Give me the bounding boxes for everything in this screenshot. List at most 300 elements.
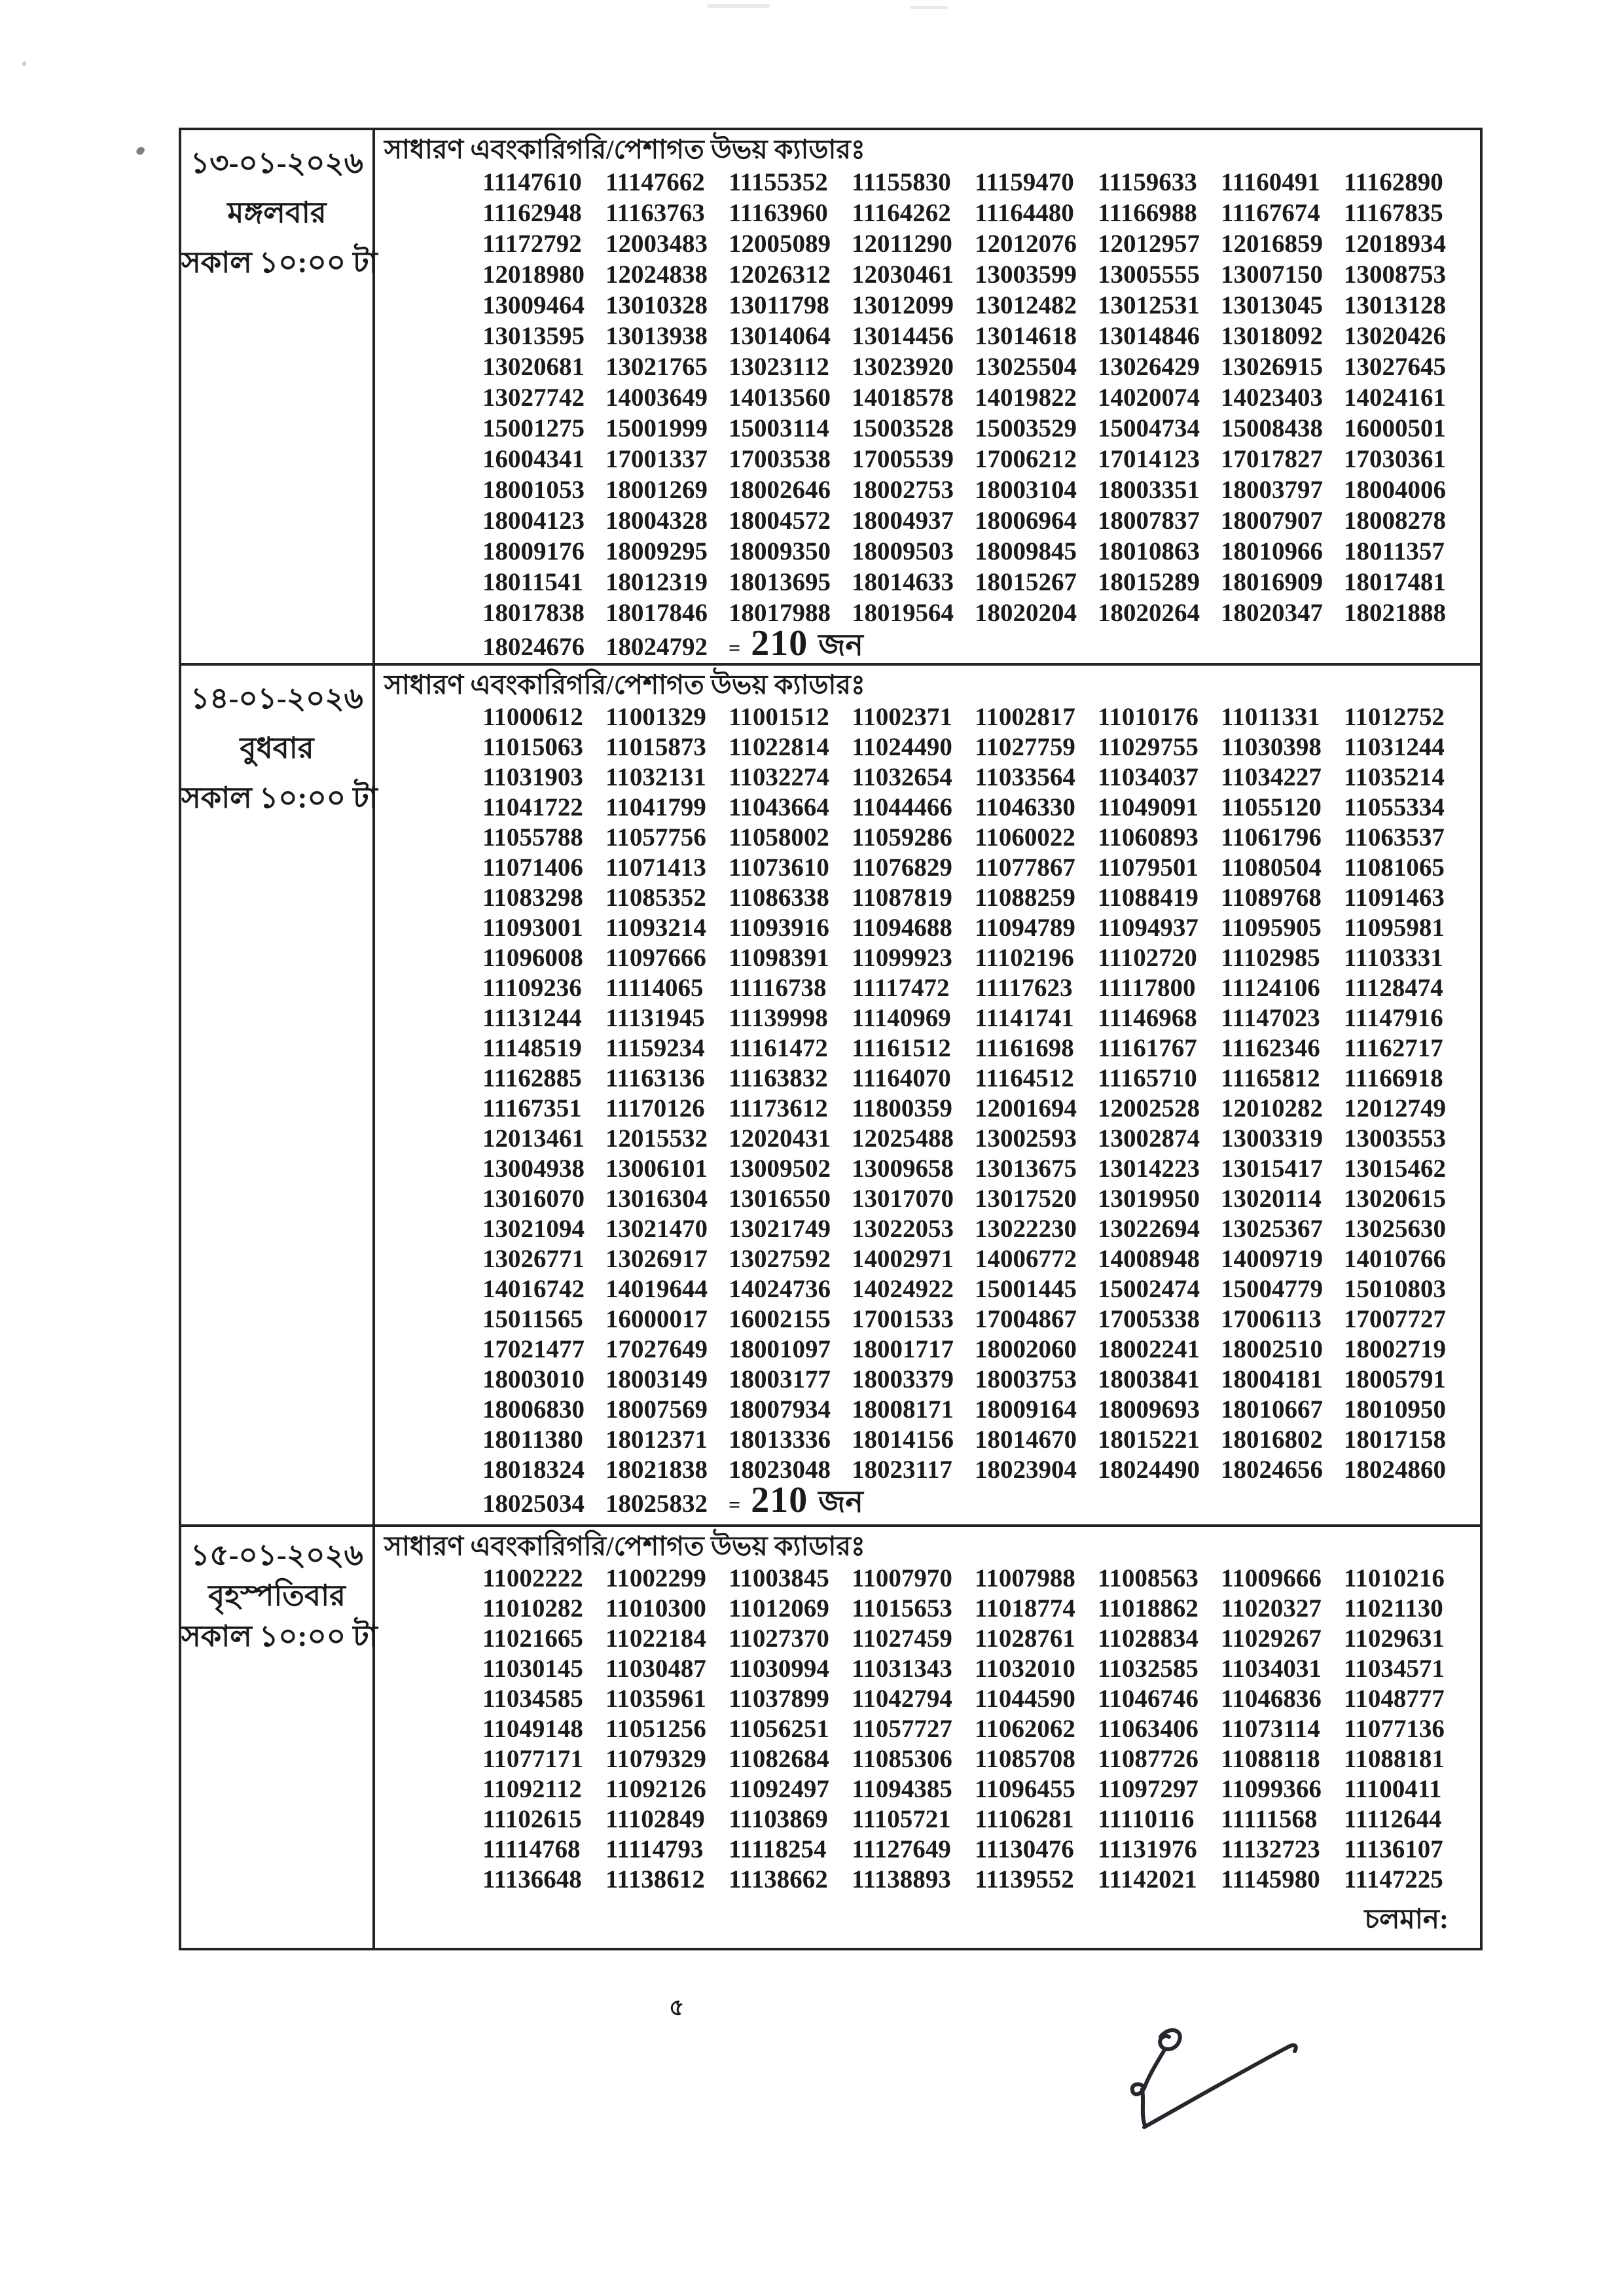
roll-number: 13016550 (729, 1185, 831, 1213)
roll-number: 13027645 (1344, 353, 1446, 381)
roll-number: 18013336 (729, 1426, 831, 1454)
roll-number: 11114065 (605, 974, 704, 1002)
roll-number: 18004937 (852, 507, 954, 535)
roll-number: 11147916 (1344, 1004, 1443, 1032)
roll-number: 11034585 (482, 1685, 583, 1713)
page-number: ৫ (669, 1994, 685, 2020)
roll-number: 11032274 (729, 763, 829, 791)
roll-number: 18015267 (975, 568, 1077, 596)
exam-schedule-table (179, 128, 1483, 1950)
roll-number: 11100411 (1344, 1775, 1442, 1803)
roll-number: 18017158 (1344, 1426, 1446, 1454)
roll-number: 12030461 (852, 260, 954, 289)
roll-number: 11086338 (729, 884, 829, 912)
roll-number-row (384, 1395, 1475, 1425)
roll-number: 18017846 (605, 599, 708, 627)
roll-number: 13014846 (1098, 322, 1200, 350)
roll-number-row (384, 1003, 1475, 1033)
roll-number: 13006101 (605, 1155, 708, 1183)
roll-number: 18023117 (852, 1456, 952, 1484)
roll-number: 13003319 (1221, 1124, 1323, 1153)
roll-number: 16000017 (605, 1305, 708, 1333)
roll-number: 11131945 (605, 1004, 705, 1032)
roll-number: 11159234 (605, 1034, 705, 1062)
roll-number: 11021130 (1344, 1594, 1443, 1623)
roll-number: 14013560 (729, 384, 831, 412)
session-time: সকাল ১০:০০ টা (181, 246, 378, 279)
roll-number: 11077867 (975, 853, 1075, 882)
roll-number: 11085306 (852, 1745, 952, 1773)
roll-number: 11106281 (975, 1805, 1074, 1833)
roll-number: 11161472 (729, 1034, 828, 1062)
roll-number: 11102985 (1221, 944, 1320, 972)
roll-number: 18024860 (1344, 1456, 1446, 1484)
roll-number: 11063537 (1344, 823, 1445, 852)
roll-number: 11007988 (975, 1564, 1075, 1592)
roll-number: 18017481 (1344, 568, 1446, 596)
roll-number: 11001329 (605, 703, 706, 731)
roll-number: 13015417 (1221, 1155, 1323, 1183)
roll-number: 18007907 (1221, 507, 1323, 535)
total-equals: = (729, 636, 741, 660)
cadre-header: সাধারণ এবংকারিগরি/পেশাগত উভয় ক্যাডারঃ (384, 670, 865, 700)
roll-number-row (384, 351, 1475, 382)
roll-number: 11020327 (1221, 1594, 1322, 1623)
continuation-label: চলমান: (1364, 1905, 1449, 1935)
roll-number: 18006964 (975, 507, 1077, 535)
roll-number: 11035961 (605, 1685, 706, 1713)
roll-number: 11130476 (975, 1835, 1074, 1863)
roll-number: 11159470 (975, 168, 1074, 196)
roll-number: 15003529 (975, 414, 1077, 442)
roll-number: 11163763 (605, 199, 705, 227)
roll-number-row (384, 1804, 1475, 1835)
roll-number: 18001269 (605, 476, 708, 504)
roll-number: 18012371 (605, 1426, 708, 1454)
roll-number: 11031343 (852, 1655, 952, 1683)
roll-number: 11088118 (1221, 1745, 1320, 1773)
roll-number: 13026915 (1221, 353, 1323, 381)
roll-number: 13009658 (852, 1155, 954, 1183)
total-count: 210 (751, 623, 808, 664)
roll-number: 11034037 (1098, 763, 1198, 791)
roll-number: 13012099 (852, 291, 954, 319)
roll-number: 11055788 (482, 823, 583, 852)
roll-number: 18014156 (852, 1426, 954, 1454)
roll-number: 11041722 (482, 793, 583, 821)
roll-number-row (384, 853, 1475, 883)
roll-number-row (384, 1594, 1475, 1624)
roll-number: 11002299 (605, 1564, 706, 1592)
roll-number: 11138662 (729, 1865, 828, 1893)
roll-number: 13025504 (975, 353, 1077, 381)
roll-number-row (384, 1033, 1475, 1064)
roll-number: 11046836 (1221, 1685, 1322, 1713)
roll-number: 11092126 (605, 1775, 706, 1803)
total-unit: জন (818, 1485, 863, 1518)
roll-number: 11032010 (975, 1655, 1075, 1683)
roll-number: 18024792 (605, 633, 708, 661)
roll-number: 13021765 (605, 353, 708, 381)
roll-number: 11015653 (852, 1594, 952, 1623)
roll-number: 18009845 (975, 537, 1077, 565)
roll-number: 13022053 (852, 1215, 954, 1243)
roll-number: 11162885 (482, 1064, 582, 1092)
roll-number: 11165710 (1098, 1064, 1197, 1092)
roll-number: 11161698 (975, 1034, 1074, 1062)
roll-number: 18003797 (1221, 476, 1323, 504)
roll-number: 11037899 (729, 1685, 829, 1713)
roll-number-row (384, 1184, 1475, 1214)
roll-number: 11077171 (482, 1745, 583, 1773)
roll-number: 13017070 (852, 1185, 954, 1213)
roll-number-row (384, 1335, 1475, 1365)
roll-number: 11165812 (1221, 1064, 1320, 1092)
roll-number-row (384, 536, 1475, 567)
roll-number-row (384, 1124, 1475, 1154)
roll-number: 13026771 (482, 1245, 585, 1273)
roll-number: 11010176 (1098, 703, 1198, 731)
roll-number: 11085708 (975, 1745, 1075, 1773)
roll-number: 11092497 (729, 1775, 829, 1803)
roll-number: 11162948 (482, 199, 582, 227)
roll-number: 11162717 (1344, 1034, 1443, 1062)
roll-number: 16002155 (729, 1305, 831, 1333)
roll-number: 11117800 (1098, 974, 1196, 1002)
roll-number: 11062062 (975, 1715, 1075, 1743)
roll-number: 18003351 (1098, 476, 1200, 504)
roll-number: 13025630 (1344, 1215, 1446, 1243)
roll-number: 11166918 (1344, 1064, 1443, 1092)
session-cell (181, 130, 378, 663)
roll-number: 11060022 (975, 823, 1075, 852)
roll-number-row (384, 913, 1475, 943)
roll-number: 13017520 (975, 1185, 1077, 1213)
roll-number: 11032654 (852, 763, 952, 791)
roll-number: 13009464 (482, 291, 585, 319)
roll-number: 17001533 (852, 1305, 954, 1333)
roll-number: 17005338 (1098, 1305, 1200, 1333)
roll-number: 11021665 (482, 1624, 583, 1653)
roll-number: 11139998 (729, 1004, 828, 1032)
roll-number: 13020681 (482, 353, 585, 381)
roll-number: 12020431 (729, 1124, 831, 1153)
roll-number: 11117472 (852, 974, 950, 1002)
roll-number: 11139552 (975, 1865, 1074, 1893)
roll-number: 11142021 (1098, 1865, 1197, 1893)
roll-number: 13022694 (1098, 1215, 1200, 1243)
roll-number: 13008753 (1344, 260, 1446, 289)
roll-number: 18004123 (482, 507, 585, 535)
roll-number: 18020204 (975, 599, 1077, 627)
roll-number: 11159633 (1098, 168, 1197, 196)
roll-number: 11071406 (482, 853, 583, 882)
roll-number: 18025034 (482, 1490, 585, 1518)
roll-number: 18008171 (852, 1395, 954, 1424)
roll-number: 11155352 (729, 168, 828, 196)
roll-number: 11111568 (1221, 1805, 1318, 1833)
roll-number: 11147225 (1344, 1865, 1443, 1893)
roll-number: 12013461 (482, 1124, 585, 1153)
roll-number: 18020347 (1221, 599, 1323, 627)
roll-number: 11147662 (605, 168, 705, 196)
roll-number: 11032131 (605, 763, 706, 791)
roll-number-row (384, 1425, 1475, 1455)
roll-number: 18011541 (482, 568, 583, 596)
roll-number: 11102720 (1098, 944, 1197, 972)
roll-number: 17006212 (975, 445, 1077, 473)
roll-number: 11058002 (729, 823, 829, 852)
roll-number: 11081065 (1344, 853, 1445, 882)
roll-number-row (384, 1274, 1475, 1304)
roll-number: 18003841 (1098, 1365, 1200, 1393)
roll-number: 11033564 (975, 763, 1075, 791)
roll-number: 11002371 (852, 703, 952, 731)
roll-number: 18010863 (1098, 537, 1200, 565)
roll-number-row (384, 1774, 1475, 1804)
roll-number: 18010966 (1221, 537, 1323, 565)
total-equals: = (729, 1493, 741, 1516)
roll-number-row (384, 598, 1475, 628)
roll-number-row (384, 444, 1475, 475)
roll-number: 11028761 (975, 1624, 1075, 1653)
roll-number: 18001717 (852, 1335, 954, 1363)
roll-number: 11030487 (605, 1655, 706, 1683)
roll-number: 11136648 (482, 1865, 582, 1893)
roll-number: 18009693 (1098, 1395, 1200, 1424)
roll-number: 11018862 (1098, 1594, 1198, 1623)
roll-number: 17001337 (605, 445, 708, 473)
roll-number: 13015462 (1344, 1155, 1446, 1183)
roll-number: 11167351 (482, 1094, 582, 1122)
roll-number: 15004779 (1221, 1275, 1323, 1303)
roll-number: 13023112 (729, 353, 829, 381)
roll-number: 11009666 (1221, 1564, 1322, 1592)
roll-number: 11048777 (1344, 1685, 1445, 1713)
roll-number: 11030145 (482, 1655, 583, 1683)
roll-number: 11114793 (605, 1835, 704, 1863)
roll-number: 11141741 (975, 1004, 1074, 1032)
roll-number: 11147610 (482, 168, 582, 196)
roll-number-row (384, 1865, 1475, 1895)
roll-number: 18018324 (482, 1456, 585, 1484)
roll-number-row (384, 1480, 1475, 1520)
roll-number: 11034031 (1221, 1655, 1322, 1683)
roll-number: 11018774 (975, 1594, 1075, 1623)
roll-number: 11010300 (605, 1594, 706, 1623)
roll-number-row (384, 1064, 1475, 1094)
roll-number: 13013595 (482, 322, 585, 350)
total-unit: জন (818, 628, 863, 662)
roll-number-row (384, 475, 1475, 505)
roll-number-row (384, 623, 1475, 664)
roll-number: 18004181 (1221, 1365, 1323, 1393)
roll-number-row (384, 1714, 1475, 1744)
roll-number: 15011565 (482, 1305, 583, 1333)
roll-number: 18003753 (975, 1365, 1077, 1393)
roll-number: 11056251 (729, 1715, 829, 1743)
roll-number: 11071413 (605, 853, 706, 882)
roll-number-row (384, 1564, 1475, 1594)
roll-number: 11096455 (975, 1775, 1075, 1803)
roll-number: 11046330 (975, 793, 1075, 821)
roll-number: 12001694 (975, 1094, 1077, 1122)
roll-number: 18019564 (852, 599, 954, 627)
roll-number-row (384, 228, 1475, 259)
roll-number-row (384, 382, 1475, 413)
session-date: ১৩-০১-২০২৬ (190, 147, 363, 179)
roll-number: 11063406 (1098, 1715, 1198, 1743)
roll-number-row (384, 321, 1475, 351)
roll-number: 11029267 (1221, 1624, 1322, 1653)
roll-number: 11172792 (482, 230, 582, 258)
roll-numbers-cell (375, 666, 1480, 1524)
roll-number: 11034571 (1344, 1655, 1445, 1683)
roll-number: 11097666 (605, 944, 706, 972)
roll-number-row (384, 1304, 1475, 1335)
roll-number: 11136107 (1344, 1835, 1443, 1863)
roll-number: 12018980 (482, 260, 585, 289)
roll-number: 18007837 (1098, 507, 1200, 535)
roll-number: 14010766 (1344, 1245, 1446, 1273)
roll-number: 11012069 (729, 1594, 829, 1623)
schedule-row (181, 1527, 1480, 1948)
roll-number-row (384, 290, 1475, 321)
roll-number: 17004867 (975, 1305, 1077, 1333)
roll-number: 13020615 (1344, 1185, 1446, 1213)
roll-number: 14009719 (1221, 1245, 1323, 1273)
schedule-row (181, 130, 1480, 666)
roll-number: 18006830 (482, 1395, 585, 1424)
cadre-header: সাধারণ এবংকারিগরি/পেশাগত উভয় ক্যাডারঃ (384, 134, 865, 164)
roll-number: 11097297 (1098, 1775, 1198, 1803)
schedule-row (181, 666, 1480, 1527)
roll-number-row (384, 732, 1475, 762)
roll-number: 11163960 (729, 199, 828, 227)
roll-number-row (384, 1094, 1475, 1124)
roll-number: 13014456 (852, 322, 954, 350)
total-count: 210 (751, 1480, 808, 1520)
roll-number: 11022184 (605, 1624, 706, 1653)
roll-number: 12012957 (1098, 230, 1200, 258)
roll-number: 11128474 (1344, 974, 1443, 1002)
roll-number: 11030398 (1221, 733, 1322, 761)
roll-number: 11138893 (852, 1865, 951, 1893)
roll-number: 11161767 (1098, 1034, 1197, 1062)
roll-number-row (384, 1624, 1475, 1654)
roll-number: 11118254 (729, 1835, 827, 1863)
roll-number-row (384, 883, 1475, 913)
roll-number: 13026917 (605, 1245, 708, 1273)
roll-number: 12015532 (605, 1124, 708, 1153)
roll-number: 18003379 (852, 1365, 954, 1393)
roll-number-row (384, 1684, 1475, 1714)
roll-number: 13023920 (852, 353, 954, 381)
roll-number: 18011380 (482, 1426, 583, 1454)
roll-number: 11046746 (1098, 1685, 1198, 1713)
roll-number: 11031903 (482, 763, 583, 791)
roll-number: 18011357 (1344, 537, 1445, 565)
roll-number: 18004572 (729, 507, 831, 535)
roll-number: 18009350 (729, 537, 831, 565)
roll-number: 17027649 (605, 1335, 708, 1363)
roll-number: 12018934 (1344, 230, 1446, 258)
roll-number-row (384, 1214, 1475, 1244)
roll-number: 11099366 (1221, 1775, 1322, 1803)
roll-number: 18016802 (1221, 1426, 1323, 1454)
roll-number: 11002222 (482, 1564, 583, 1592)
roll-number: 11096008 (482, 944, 583, 972)
roll-number: 16000501 (1344, 414, 1446, 442)
scan-smudge (707, 4, 770, 8)
roll-number: 12012749 (1344, 1094, 1446, 1122)
roll-number-row (384, 505, 1475, 536)
roll-number: 18014633 (852, 568, 954, 596)
roll-number: 18008278 (1344, 507, 1446, 535)
roll-number: 15008438 (1221, 414, 1323, 442)
roll-number: 12016859 (1221, 230, 1323, 258)
roll-number: 11024490 (852, 733, 952, 761)
roll-number: 18016909 (1221, 568, 1323, 596)
roll-number: 11138612 (605, 1865, 705, 1893)
roll-number: 18002060 (975, 1335, 1077, 1363)
roll-number: 15003114 (729, 414, 829, 442)
roll-number: 14024161 (1344, 384, 1446, 412)
roll-number: 18010950 (1344, 1395, 1446, 1424)
roll-number-row (384, 762, 1475, 793)
roll-number: 11110116 (1098, 1805, 1195, 1833)
roll-number: 13013045 (1221, 291, 1323, 319)
roll-number: 18017838 (482, 599, 585, 627)
roll-number: 18014670 (975, 1426, 1077, 1454)
roll-number: 12025488 (852, 1124, 954, 1153)
roll-number: 18003149 (605, 1365, 708, 1393)
roll-number: 13012482 (975, 291, 1077, 319)
roll-number: 18002753 (852, 476, 954, 504)
roll-number: 13021749 (729, 1215, 831, 1243)
roll-number: 11042794 (852, 1685, 952, 1713)
roll-number: 11095981 (1344, 914, 1445, 942)
roll-number: 11073114 (1221, 1715, 1320, 1743)
roll-number: 18024656 (1221, 1456, 1323, 1484)
roll-number: 18009503 (852, 537, 954, 565)
roll-number: 18015289 (1098, 568, 1200, 596)
roll-number: 13013675 (975, 1155, 1077, 1183)
roll-number: 11088259 (975, 884, 1075, 912)
roll-number: 17014123 (1098, 445, 1200, 473)
roll-number: 13012531 (1098, 291, 1200, 319)
roll-number: 11028834 (1098, 1624, 1198, 1653)
roll-number: 13025367 (1221, 1215, 1323, 1243)
roll-number: 11077136 (1344, 1715, 1445, 1743)
roll-number: 13016070 (482, 1185, 585, 1213)
roll-number-row (384, 1244, 1475, 1274)
roll-number: 11010216 (1344, 1564, 1445, 1592)
roll-number: 11035214 (1344, 763, 1445, 791)
roll-number: 13010328 (605, 291, 708, 319)
roll-number: 13022230 (975, 1215, 1077, 1243)
roll-number: 13018092 (1221, 322, 1323, 350)
roll-number: 16004341 (482, 445, 585, 473)
roll-number: 11057756 (605, 823, 706, 852)
roll-number-row (384, 167, 1475, 198)
roll-number: 11008563 (1098, 1564, 1198, 1592)
roll-number: 11131976 (1098, 1835, 1197, 1863)
roll-number: 11049148 (482, 1715, 583, 1743)
roll-number: 11044466 (852, 793, 952, 821)
roll-number: 18002646 (729, 476, 831, 504)
roll-number: 13026429 (1098, 353, 1200, 381)
